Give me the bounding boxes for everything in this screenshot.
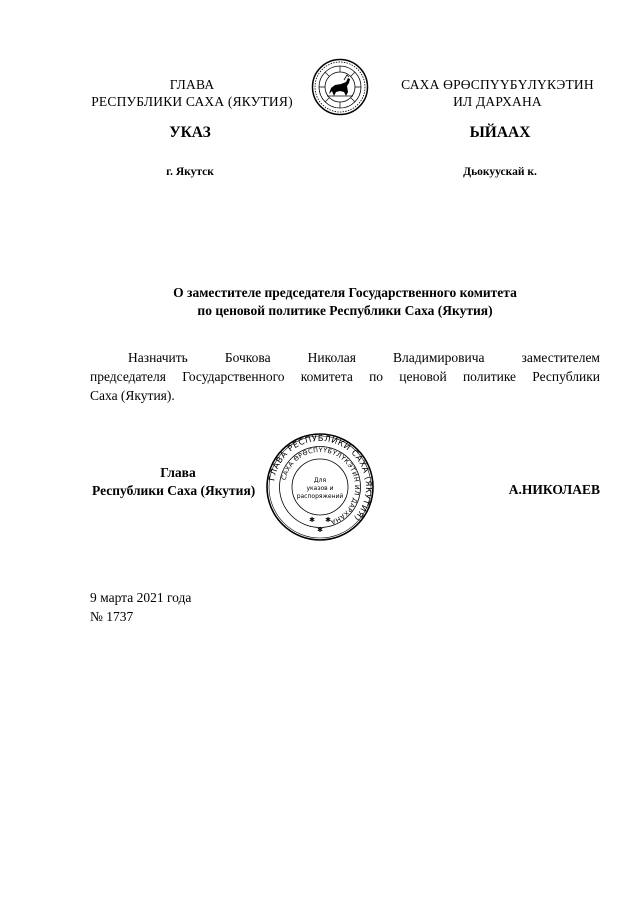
stamp-inner-text: САХА ӨРӨСПҮҮБҮЛҮКЭТИН ИЛ ДАРХАНА [279, 445, 362, 527]
issuer-right-line1: САХА ӨРӨСПҮҮБҮЛҮКЭТИН [401, 77, 594, 92]
place-sakha: Дьокуускай к. [463, 166, 537, 178]
body-line1 [90, 348, 600, 367]
body-word: Николая [307, 350, 356, 365]
issuer-left-line2: РЕСПУБЛИКИ САХА (ЯКУТИЯ) [91, 94, 293, 109]
stamp-center-line3: распоряжений [296, 493, 344, 500]
place-ru: г. Якутск [166, 166, 214, 178]
body-line2: председателя Государственного комитета по ценовой политике Республики [90, 369, 600, 384]
signatory-title-line1: Глава [160, 465, 196, 480]
signatory-title-line2: Республики Саха (Якутия) [92, 483, 256, 498]
svg-text:✱: ✱ [309, 516, 315, 524]
issuer-right-line2: ИЛ ДАРХАНА [453, 94, 542, 109]
decree-subject [90, 284, 600, 320]
body-word: Бочкова [224, 350, 271, 365]
svg-text:✱: ✱ [325, 516, 331, 524]
subject-line2: по ценовой политике Республики Саха (Якутия) [197, 303, 493, 318]
stamp-outer-text: ГЛАВА РЕСПУБЛИКИ САХА (ЯКУТИЯ) [266, 432, 375, 524]
coat-of-arms-emblem [311, 58, 369, 116]
body-word: Назначить [128, 350, 188, 365]
body-word: заместителем [521, 350, 600, 365]
body-line3: Саха (Якутия). [90, 388, 175, 403]
subject-line1: О заместителе председателя Государственного комитета [173, 285, 517, 300]
document-type-ru: УКАЗ [169, 124, 211, 141]
stamp-center-line2: указов и [306, 485, 334, 492]
decree-number: № 1737 [90, 609, 134, 624]
issuer-left [85, 76, 299, 110]
stamp-center-line1: Для [313, 477, 327, 484]
signatory-title [90, 464, 266, 500]
svg-text:✱: ✱ [317, 526, 323, 534]
signatory-name: А.НИКОЛАЕВ [508, 482, 600, 497]
decree-date: 9 марта 2021 года [90, 590, 192, 605]
document-type-sakha: ЫЙААХ [469, 124, 531, 141]
issuer-left-line1: ГЛАВА [169, 77, 215, 92]
official-stamp [265, 432, 375, 542]
issuer-right [390, 76, 605, 110]
decree-body [90, 348, 600, 405]
body-word: Владимировича [393, 350, 485, 365]
